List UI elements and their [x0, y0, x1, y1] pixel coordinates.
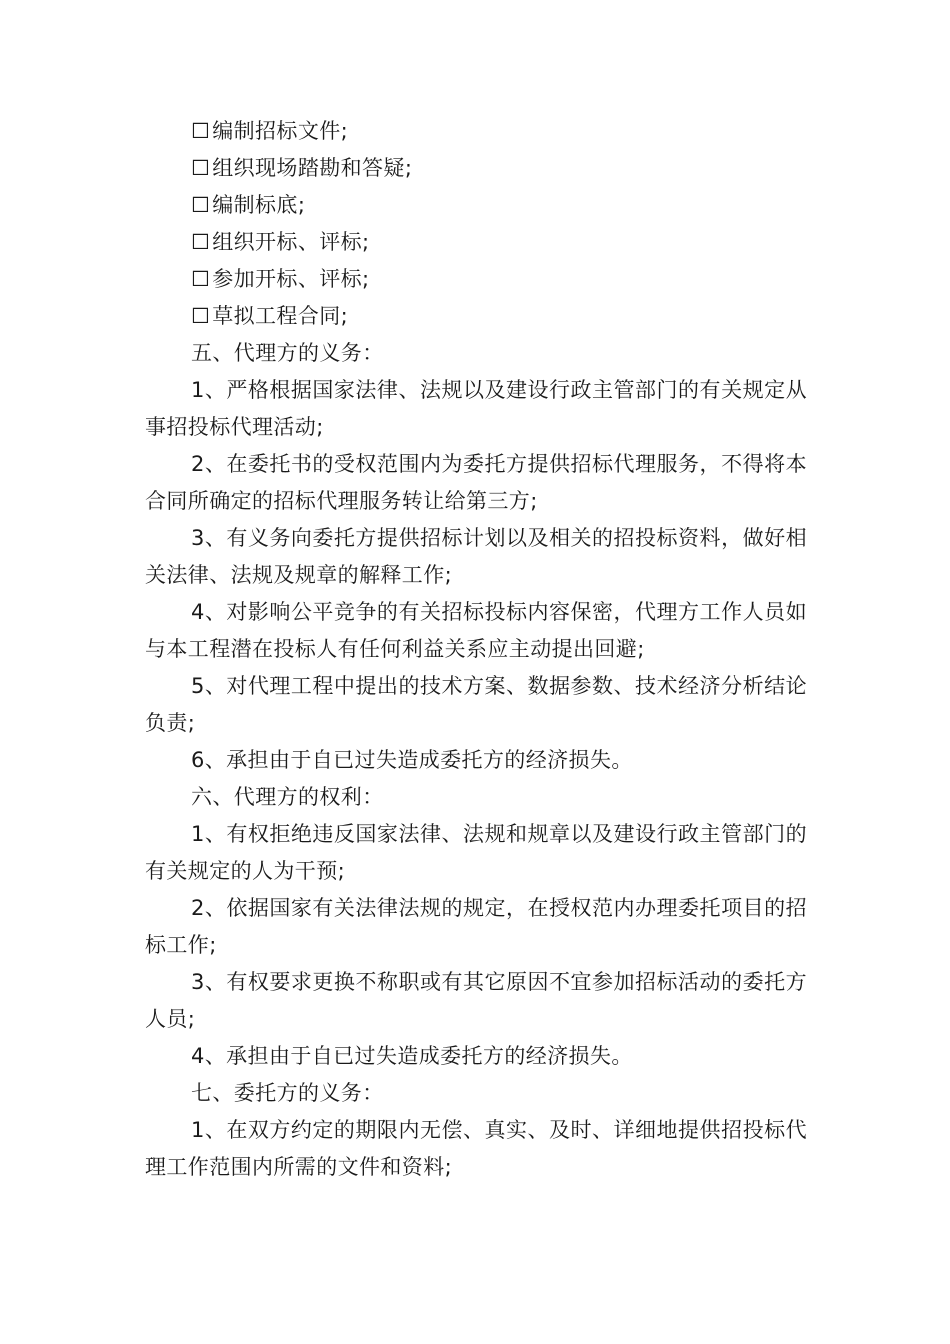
checklist-item [145, 298, 807, 335]
clause-paragraph: 5、对代理工程中提出的技术方案、数据参数、技术经济分析结论负责; [145, 674, 807, 735]
checklist-item-text: 组织现场踏勘和答疑; [212, 156, 413, 180]
checklist-item [145, 261, 807, 298]
clause-paragraph: 4、对影响公平竞争的有关招标投标内容保密，代理方工作人员如与本工程潜在投标人有任何利益关系应主动提出回避; [145, 600, 807, 661]
checklist-item-text: 编制标底; [212, 193, 306, 217]
checkbox-icon: ☐ [191, 304, 211, 328]
checkbox-icon: ☐ [191, 193, 211, 217]
section-heading: 五、代理方的义务： [191, 341, 384, 365]
section-heading: 七、委托方的义务： [191, 1081, 384, 1105]
clause-paragraph: 1、在双方约定的期限内无偿、真实、及时、详细地提供招投标代理工作范围内所需的文件和资料; [145, 1118, 807, 1179]
checklist-item-text: 参加开标、评标; [212, 267, 370, 291]
checkbox-icon: ☐ [191, 230, 211, 254]
clause-paragraph: 3、有权要求更换不称职或有其它原因不宜参加招标活动的委托方人员; [145, 970, 807, 1031]
clause-paragraph: 2、依据国家有关法律法规的规定，在授权范内办理委托项目的招标工作; [145, 896, 807, 957]
checklist-item-text: 草拟工程合同; [212, 304, 349, 328]
checklist-item-text: 组织开标、评标; [212, 230, 370, 254]
clause-paragraph: 3、有义务向委托方提供招标计划以及相关的招投标资料，做好相关法律、法规及规章的解释工作; [145, 526, 807, 587]
clause-paragraph: 1、严格根据国家法律、法规以及建设行政主管部门的有关规定从事招投标代理活动; [145, 378, 807, 439]
clause-paragraph: 6、承担由于自已过失造成委托方的经济损失。 [191, 748, 633, 772]
section-heading: 六、代理方的权利： [191, 785, 384, 809]
checklist-item [145, 187, 807, 224]
checklist-item-text: 编制招标文件; [212, 119, 349, 143]
checkbox-icon: ☐ [191, 156, 211, 180]
clause-paragraph: 2、在委托书的受权范围内为委托方提供招标代理服务，不得将本合同所确定的招标代理服务转让给第三方; [145, 452, 807, 513]
checkbox-icon: ☐ [191, 119, 211, 143]
checklist-item [145, 224, 807, 261]
clause-paragraph: 1、有权拒绝违反国家法律、法规和规章以及建设行政主管部门的有关规定的人为干预; [145, 822, 807, 883]
clause-paragraph: 4、承担由于自已过失造成委托方的经济损失。 [191, 1044, 633, 1068]
checkbox-icon: ☐ [191, 267, 211, 291]
checklist-item [145, 150, 807, 187]
document-body [145, 113, 807, 1186]
checklist-item [145, 113, 807, 150]
